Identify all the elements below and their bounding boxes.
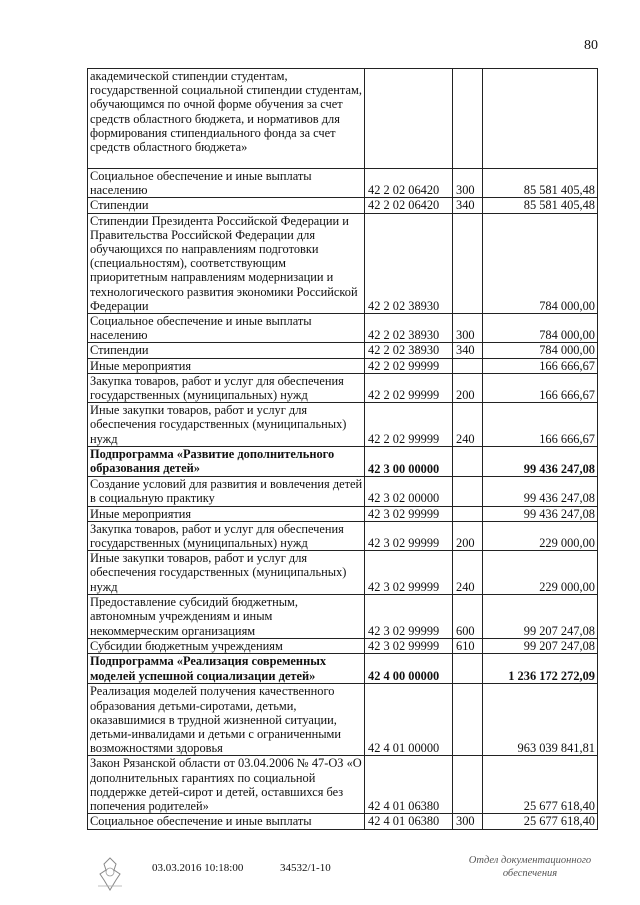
table-row [88, 551, 598, 595]
row-amount-cell: 99 207 247,08 [483, 595, 598, 639]
row-name-cell: Реализация моделей получения качественного образования детьми-сиротами, детьми, оказавшимися в трудной жизненной ситуации, детьми-инвалидами и детьми с ограниченными возможностями здоровья [88, 684, 365, 756]
row-amount-cell: 1 236 172 272,09 [483, 654, 598, 684]
row-expense-type-cell [453, 213, 483, 313]
row-expense-type-cell: 600 [453, 595, 483, 639]
row-expense-type-cell: 300 [453, 169, 483, 198]
row-name-cell: академической стипендии студентам, государственной социальной стипендии студентам, обучающимся по очной форме обучения за счет средств областного бюджета, и нормативов для формирования стипендиального фонда за счет средств областного бюджета» [88, 69, 365, 169]
row-code-cell [365, 69, 453, 169]
table-row [88, 373, 598, 402]
table-row [88, 314, 598, 343]
row-code-cell: 42 4 01 00000 [365, 684, 453, 756]
row-name-cell: Субсидии бюджетным учреждениям [88, 639, 365, 654]
table-row [88, 756, 598, 814]
row-name-cell: Иные закупки товаров, работ и услуг для обеспечения государственных (муниципальных) нужд [88, 403, 365, 447]
row-code-cell: 42 3 00 00000 [365, 447, 453, 477]
row-name-cell: Закупка товаров, работ и услуг для обеспечения государственных (муниципальных) нужд [88, 373, 365, 402]
row-amount-cell: 85 581 405,48 [483, 169, 598, 198]
row-name-cell: Иные мероприятия [88, 358, 365, 373]
table-row [88, 684, 598, 756]
row-code-cell: 42 3 02 99999 [365, 551, 453, 595]
table-row [88, 169, 598, 198]
row-code-cell: 42 4 01 06380 [365, 756, 453, 814]
row-amount-cell: 166 666,67 [483, 358, 598, 373]
row-name-cell: Социальное обеспечение и иные выплаты населению [88, 314, 365, 343]
row-code-cell: 42 3 02 99999 [365, 639, 453, 654]
row-name-cell: Социальное обеспечение и иные выплаты населению [88, 169, 365, 198]
row-code-cell: 42 2 02 06420 [365, 169, 453, 198]
table-row [88, 69, 598, 169]
budget-table [87, 68, 598, 830]
row-amount-cell: 166 666,67 [483, 403, 598, 447]
table-row [88, 447, 598, 477]
row-expense-type-cell [453, 684, 483, 756]
row-amount-cell: 784 000,00 [483, 314, 598, 343]
row-name-cell: Социальное обеспечение и иные выплаты [88, 814, 365, 829]
row-code-cell: 42 3 02 99999 [365, 506, 453, 521]
row-amount-cell: 99 207 247,08 [483, 639, 598, 654]
row-amount-cell: 25 677 618,40 [483, 756, 598, 814]
table-row [88, 506, 598, 521]
row-expense-type-cell: 300 [453, 314, 483, 343]
row-amount-cell: 99 436 247,08 [483, 447, 598, 477]
row-expense-type-cell [453, 477, 483, 506]
row-code-cell: 42 2 02 99999 [365, 403, 453, 447]
row-name-cell: Закон Рязанской области от 03.04.2006 № 47-ОЗ «О дополнительных гарантиях по социальной поддержке детей-сирот и детей, оставшихся без попечения родителей» [88, 756, 365, 814]
row-expense-type-cell [453, 69, 483, 169]
table-row [88, 213, 598, 313]
row-expense-type-cell [453, 654, 483, 684]
row-expense-type-cell: 300 [453, 814, 483, 829]
coat-of-arms-icon [90, 856, 130, 892]
table-row [88, 595, 598, 639]
row-expense-type-cell: 340 [453, 198, 483, 213]
row-expense-type-cell: 200 [453, 373, 483, 402]
budget-table-body [88, 69, 598, 830]
row-expense-type-cell: 340 [453, 343, 483, 358]
row-name-cell: Подпрограмма «Развитие дополнительного образования детей» [88, 447, 365, 477]
row-code-cell: 42 2 02 99999 [365, 358, 453, 373]
footer-timestamp: 03.03.2016 10:18:00 [152, 862, 244, 874]
row-name-cell: Закупка товаров, работ и услуг для обеспечения государственных (муниципальных) нужд [88, 521, 365, 550]
row-name-cell: Создание условий для развития и вовлечения детей в социальную практику [88, 477, 365, 506]
row-expense-type-cell: 200 [453, 521, 483, 550]
row-expense-type-cell: 610 [453, 639, 483, 654]
row-expense-type-cell: 240 [453, 403, 483, 447]
row-amount-cell: 963 039 841,81 [483, 684, 598, 756]
row-amount-cell: 85 581 405,48 [483, 198, 598, 213]
department-stamp: Отдел документационного обеспечения [468, 855, 592, 879]
table-row [88, 477, 598, 506]
table-row [88, 358, 598, 373]
table-row [88, 654, 598, 684]
row-amount-cell: 229 000,00 [483, 551, 598, 595]
table-row [88, 403, 598, 447]
row-amount-cell: 166 666,67 [483, 373, 598, 402]
row-amount-cell [483, 69, 598, 169]
table-row [88, 198, 598, 213]
row-name-cell: Стипендии [88, 198, 365, 213]
row-code-cell: 42 2 02 06420 [365, 198, 453, 213]
row-expense-type-cell [453, 506, 483, 521]
row-expense-type-cell [453, 358, 483, 373]
row-name-cell: Иные закупки товаров, работ и услуг для обеспечения государственных (муниципальных) нужд [88, 551, 365, 595]
row-code-cell: 42 2 02 99999 [365, 373, 453, 402]
row-amount-cell: 229 000,00 [483, 521, 598, 550]
row-code-cell: 42 3 02 99999 [365, 595, 453, 639]
row-name-cell: Стипендии [88, 343, 365, 358]
row-code-cell: 42 2 02 38930 [365, 314, 453, 343]
table-row [88, 814, 598, 829]
row-amount-cell: 25 677 618,40 [483, 814, 598, 829]
row-name-cell: Подпрограмма «Реализация современных моделей успешной социализации детей» [88, 654, 365, 684]
row-name-cell: Предоставление субсидий бюджетным, автономным учреждениям и иным некоммерческим организациям [88, 595, 365, 639]
table-row [88, 343, 598, 358]
row-code-cell: 42 2 02 38930 [365, 213, 453, 313]
row-amount-cell: 784 000,00 [483, 213, 598, 313]
page-number: 80 [584, 38, 598, 53]
row-amount-cell: 784 000,00 [483, 343, 598, 358]
row-code-cell: 42 4 01 06380 [365, 814, 453, 829]
row-name-cell: Стипендии Президента Российской Федерации и Правительства Российской Федерации для обучающихся по направлениям подготовки (специальностям), соответствующим приоритетным направлениям модернизации и технологического развития экономики Российской Федерации [88, 213, 365, 313]
row-expense-type-cell [453, 756, 483, 814]
footer-document-id: 34532/1-10 [280, 862, 331, 874]
row-code-cell: 42 3 02 00000 [365, 477, 453, 506]
table-row [88, 521, 598, 550]
row-code-cell: 42 4 00 00000 [365, 654, 453, 684]
row-amount-cell: 99 436 247,08 [483, 477, 598, 506]
row-amount-cell: 99 436 247,08 [483, 506, 598, 521]
row-code-cell: 42 2 02 38930 [365, 343, 453, 358]
row-expense-type-cell [453, 447, 483, 477]
row-expense-type-cell: 240 [453, 551, 483, 595]
table-row [88, 639, 598, 654]
row-code-cell: 42 3 02 99999 [365, 521, 453, 550]
page-footer [0, 852, 640, 892]
row-name-cell: Иные мероприятия [88, 506, 365, 521]
